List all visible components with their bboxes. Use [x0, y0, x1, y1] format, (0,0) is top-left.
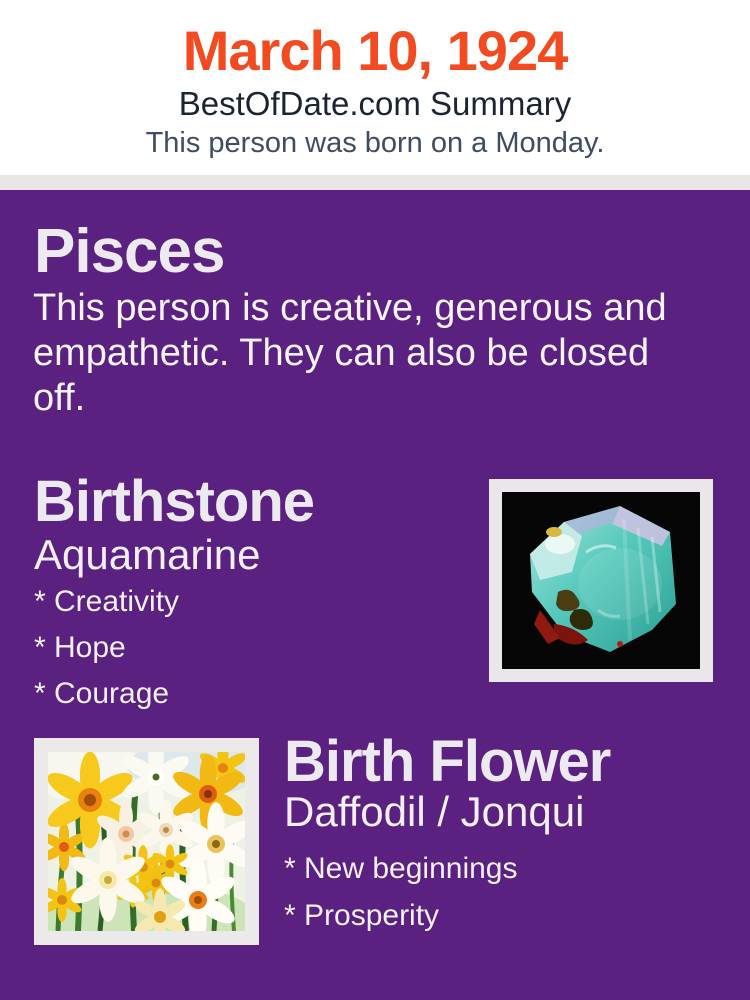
- zodiac-description: This person is creative, generous and empathetic. They can also be closed off.: [33, 287, 667, 419]
- main-panel: [0, 190, 750, 1000]
- page-title: March 10, 1924: [182, 19, 568, 82]
- birthstone-name: Aquamarine: [34, 531, 261, 578]
- birthstone-trait: * Creativity: [34, 585, 180, 618]
- birthstone-trait: * Hope: [34, 631, 126, 664]
- birth-flower-title: Birth Flower: [284, 729, 611, 794]
- birth-flower-trait: * Prosperity: [284, 899, 440, 932]
- birth-flower-trait-list: [284, 845, 517, 939]
- birthstone-trait-list: [34, 579, 179, 717]
- daffodil-flowers-image: [48, 752, 245, 931]
- header: [0, 0, 750, 175]
- birthstone-photo: [489, 479, 713, 682]
- birthstone-trait: * Courage: [34, 677, 170, 710]
- birth-flower-photo: [34, 738, 259, 945]
- birth-flower-name: Daffodil / Jonqui: [284, 788, 585, 835]
- born-day-line: This person was born on a Monday.: [145, 127, 605, 159]
- aquamarine-stone-image: [502, 492, 700, 669]
- zodiac-name: Pisces: [34, 217, 225, 286]
- header-divider: [0, 175, 750, 190]
- birth-flower-trait: * New beginnings: [284, 852, 518, 885]
- site-summary: BestOfDate.com Summary: [178, 85, 572, 122]
- birthstone-title: Birthstone: [34, 469, 314, 534]
